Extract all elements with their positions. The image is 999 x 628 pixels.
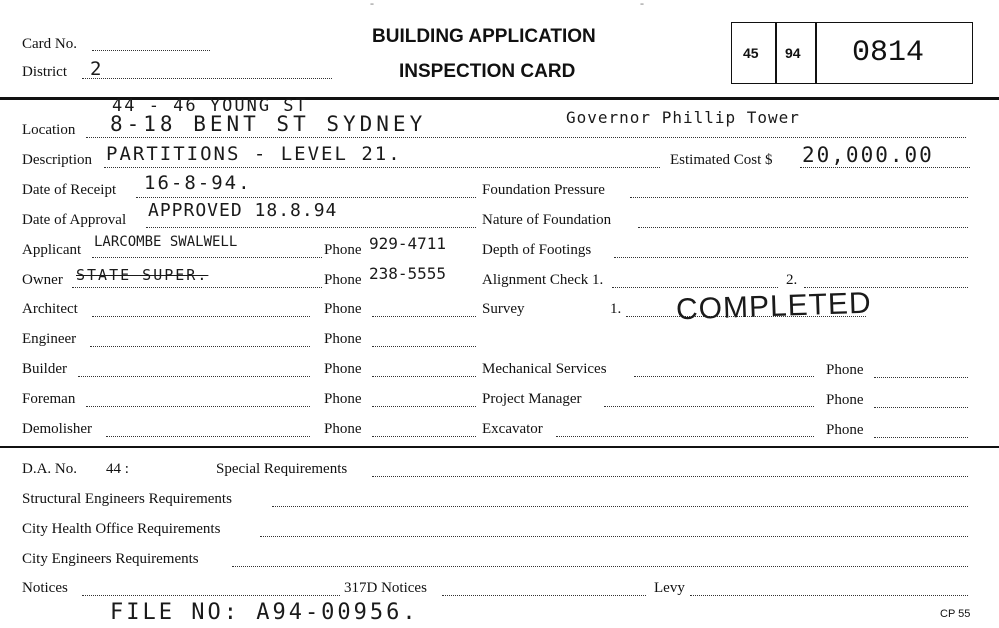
code-a: 45 — [743, 45, 759, 61]
applicant-label: Applicant — [22, 242, 82, 258]
nature-of-foundation-field — [638, 227, 968, 228]
mechanical-services-phone-label: Phone — [826, 362, 864, 378]
levy-label: Levy — [654, 580, 685, 596]
levy-field — [690, 595, 968, 596]
district-label: District — [22, 64, 67, 80]
engineer-phone-field — [372, 346, 476, 347]
special-requirements-label: Special Requirements — [216, 461, 348, 477]
demolisher-field — [106, 436, 310, 437]
architect-label: Architect — [22, 301, 78, 317]
owner-phone-label: Phone — [324, 272, 362, 288]
notices-label: Notices — [22, 580, 68, 596]
card-no-field — [92, 50, 210, 51]
depth-of-footings-field — [614, 257, 968, 258]
owner-phone-value: 238-5555 — [369, 264, 447, 283]
file-number: FILE NO: A94-00956. — [110, 600, 419, 625]
foreman-phone-field — [372, 406, 476, 407]
builder-field — [78, 376, 310, 377]
description-label: Description — [22, 152, 92, 168]
description-field — [104, 167, 660, 168]
top-dash-mark: - — [640, 0, 644, 10]
applicant-phone-label: Phone — [324, 242, 362, 258]
demolisher-label: Demolisher — [22, 421, 92, 437]
date-of-receipt-field — [136, 197, 476, 198]
depth-of-footings-label: Depth of Footings — [482, 242, 592, 258]
city-engineers-label: City Engineers Requirements — [22, 551, 199, 567]
foreman-field — [86, 406, 310, 407]
mechanical-services-phone-field — [874, 377, 968, 378]
engineer-field — [90, 346, 310, 347]
form-title-line2: INSPECTION CARD — [399, 61, 576, 82]
engineer-label: Engineer — [22, 331, 77, 347]
description-value: PARTITIONS - LEVEL 21. — [106, 143, 402, 165]
location-extra: Governor Phillip Tower — [566, 108, 800, 127]
notices-317d-field — [442, 595, 646, 596]
demolisher-phone-label: Phone — [324, 421, 362, 437]
date-of-receipt-label: Date of Receipt — [22, 182, 117, 198]
project-manager-phone-label: Phone — [826, 392, 864, 408]
form-title-line1: BUILDING APPLICATION — [372, 26, 596, 47]
city-health-field — [260, 536, 968, 537]
estimated-cost-label: Estimated Cost $ — [670, 152, 773, 168]
foundation-pressure-field — [630, 197, 968, 198]
location-line2: 8-18 BENT ST SYDNEY — [110, 112, 427, 136]
foundation-pressure-label: Foundation Pressure — [482, 182, 605, 198]
owner-field — [72, 287, 322, 288]
excavator-label: Excavator — [482, 421, 543, 437]
notices-317d-label: 317D Notices — [344, 580, 427, 596]
district-field — [82, 78, 332, 79]
builder-phone-label: Phone — [324, 361, 362, 377]
location-label: Location — [22, 122, 76, 138]
builder-phone-field — [372, 376, 476, 377]
project-manager-phone-field — [874, 407, 968, 408]
alignment-check-2-label: 2. — [786, 272, 798, 288]
top-dash-mark: - — [370, 0, 374, 10]
builder-label: Builder — [22, 361, 67, 377]
applicant-value: LARCOMBE SWALWELL — [94, 234, 238, 250]
mechanical-services-label: Mechanical Services — [482, 361, 607, 377]
excavator-phone-field — [874, 437, 968, 438]
project-manager-field — [604, 406, 814, 407]
excavator-phone-label: Phone — [826, 422, 864, 438]
foreman-label: Foreman — [22, 391, 76, 407]
date-of-approval-value: APPROVED 18.8.94 — [148, 200, 338, 221]
demolisher-phone-field — [372, 436, 476, 437]
completed-stamp: COMPLETED — [675, 286, 873, 327]
section-rule — [0, 446, 999, 448]
date-of-approval-field — [146, 227, 476, 228]
nature-of-foundation-label: Nature of Foundation — [482, 212, 612, 228]
alignment-check-1-field — [612, 287, 778, 288]
excavator-field — [556, 436, 814, 437]
card-no-label: Card No. — [22, 36, 77, 52]
survey-1-label: 1. — [610, 301, 622, 317]
city-health-label: City Health Office Requirements — [22, 521, 221, 537]
applicant-field — [92, 257, 322, 258]
architect-phone-field — [372, 316, 476, 317]
date-of-approval-label: Date of Approval — [22, 212, 127, 228]
location-line1: 44 - 46 YOUNG ST — [112, 96, 308, 116]
special-requirements-field — [372, 476, 968, 477]
survey-label: Survey — [482, 301, 525, 317]
structural-engineers-label: Structural Engineers Requirements — [22, 491, 232, 507]
mechanical-services-field — [634, 376, 814, 377]
estimated-cost-value: 20,000.00 — [802, 143, 934, 167]
engineer-phone-label: Phone — [324, 331, 362, 347]
notices-field — [82, 595, 340, 596]
date-of-receipt-value: 16-8-94. — [144, 172, 252, 194]
location-field — [86, 137, 966, 138]
da-no-label: D.A. No. — [22, 461, 77, 477]
card-number: 0814 — [852, 36, 925, 70]
box-divider — [775, 23, 777, 83]
applicant-phone-value: 929-4711 — [369, 234, 447, 253]
architect-field — [92, 316, 310, 317]
project-manager-label: Project Manager — [482, 391, 582, 407]
city-engineers-field — [232, 566, 968, 567]
da-no-value: 44 : — [106, 461, 129, 477]
owner-value: STATE SUPER. — [76, 266, 209, 284]
code-b: 94 — [785, 45, 801, 61]
alignment-check-label: Alignment Check 1. — [482, 272, 604, 288]
structural-engineers-field — [272, 506, 968, 507]
district-value: 2 — [90, 58, 104, 80]
estimated-cost-field — [800, 167, 970, 168]
architect-phone-label: Phone — [324, 301, 362, 317]
box-divider — [815, 23, 817, 83]
form-code: CP 55 — [940, 608, 971, 620]
foreman-phone-label: Phone — [324, 391, 362, 407]
owner-label: Owner — [22, 272, 63, 288]
